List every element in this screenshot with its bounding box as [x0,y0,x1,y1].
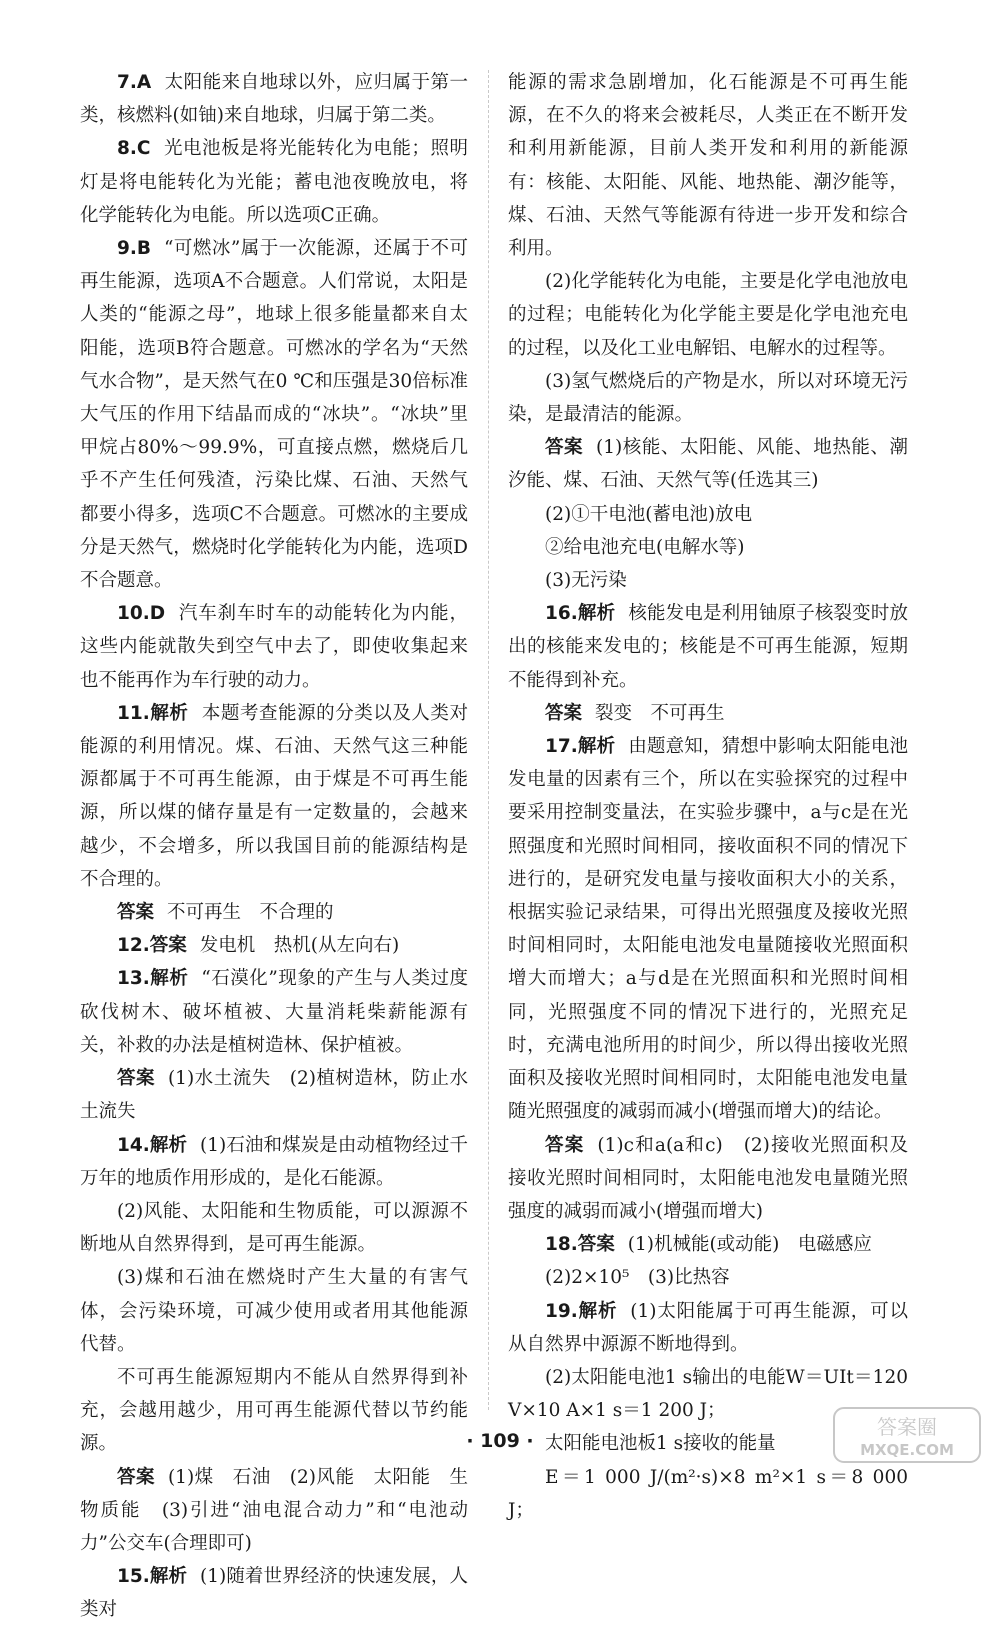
answer-line [80,896,468,929]
answer-key: 解析 [577,1300,618,1322]
paragraph-text: 汽车刹车时车的动能转化为内能，这些内能就散失到空气中去了，即使收集起来也不能再作为车行驶的动力。 [80,603,468,691]
question-item [508,1295,908,1361]
answer-label: 答案 [117,902,155,924]
continued-paragraph [508,66,908,265]
question-item [80,597,468,697]
answer-key: D [149,603,166,625]
answer-line [508,431,908,497]
question-item [80,232,468,597]
paragraph-text: (1)水土流失 (2)植树造林，防止水土流失 [80,1068,468,1123]
question-item [80,929,468,962]
question-number: 9. [117,238,137,260]
question-number: 10. [117,603,150,625]
answer-paragraph [80,1261,468,1361]
paragraph-text: (1)煤 石油 (2)风能 太阳能 生物质能 (3)引进“油电混合动力”和“电池动力”公交车(合理即可) [80,1466,468,1554]
paragraph-text: 本题考查能源的分类以及人类对能源的利用情况。煤、石油、天然气这三种能源都属于不可再生能源，由于煤是不可再生能源，所以煤的储存量是有一定数量的，会越来越少，不会增多，所以我国目前的能源结构是不合理的。 [80,702,468,890]
answer-key: B [136,238,152,260]
paragraph-text: (1)石油和煤炭是由动植物经过千万年的地质作用形成的，是化石能源。 [80,1134,468,1189]
answer-key: 解析 [577,736,616,758]
answer-paragraph [508,1461,908,1527]
answer-key: A [136,72,152,93]
page-number: · 109 · [466,1430,534,1452]
paragraph-text: E＝1 000 J/(m²·s)×8 m²×1 s＝8 000 J； [508,1466,908,1521]
answer-line [80,1461,468,1561]
question-item [508,597,908,697]
answer-paragraph [508,265,908,365]
paragraph-text: (3)煤和石油在燃烧时产生大量的有害气体，会污染环境，可减少使用或者用其他能源代替。 [80,1267,468,1355]
paragraph-text: 太阳能来自地球以外，应归属于第一类，核燃料(如铀)来自地球，归属于第二类。 [80,72,468,127]
paragraph-text: (2)化学能转化为电能，主要是化学电池放电的过程；电能转化为化学能主要是化学电池充电的过程，以及化工业电解铝、电解水的过程等。 [508,271,908,359]
question-item [80,66,468,132]
answer-line [508,1129,908,1229]
question-item [80,1560,468,1626]
paragraph-text: 发电机 热机(从左向右) [199,935,400,957]
answer-key: C [136,138,151,160]
answer-paragraph [80,1195,468,1261]
paragraph-text: (2)①干电池(蓄电池)放电 [545,503,753,525]
question-item [80,962,468,1062]
question-item [508,1228,908,1261]
answer-label: 答案 [545,702,583,724]
question-number: 18. [545,1234,578,1256]
paragraph-text: (3)氢气燃烧后的产物是水，所以对环境无污染，是最清洁的能源。 [508,370,908,426]
question-number: 14. [117,1134,150,1156]
answer-paragraph [508,564,908,597]
question-item [508,730,908,1128]
question-number: 12. [117,935,150,957]
watermark-logo [832,1404,982,1466]
answer-label: 答案 [545,437,584,459]
paragraph-text: 核能发电是利用铀原子核裂变时放出的核能来发电的；核能是不可再生能源，短期不能得到补充。 [508,603,908,691]
answer-key: 解析 [149,968,189,990]
paragraph-text: (1)太阳能属于可再生能源，可以从自然界中源源不断地得到。 [508,1300,908,1355]
question-number: 19. [545,1300,578,1322]
paragraph-text: (1)c和a(a和c) (2)接收光照面积及接收光照时间相同时，太阳能电池发电量随光照强度的减弱而减小(增强而增大) [508,1134,908,1222]
right-column [508,66,908,1527]
answer-label: 答案 [545,1134,585,1156]
paragraph-text: (1)核能、太阳能、风能、地热能、潮汐能、煤、石油、天然气等(任选其三) [508,437,908,492]
question-item [80,697,468,896]
left-column [80,66,468,1627]
paragraph-text: 太阳能电池板1 s接收的能量 [545,1433,776,1455]
paragraph-text: (2)太阳能电池1 s输出的电能W＝UIt＝120 V×10 A×1 s＝1 200 J； [508,1366,908,1422]
paragraph-text: (1)机械能(或动能) 电磁感应 [627,1234,872,1256]
answer-key: 解析 [149,1566,188,1588]
paragraph-text: 裂变 不可再生 [594,702,725,724]
question-number: 17. [545,736,578,758]
question-number: 13. [117,968,150,990]
paragraph-text: (3)无污染 [545,570,627,592]
answer-paragraph [508,365,908,431]
answer-key: 解析 [149,702,189,724]
paragraph-text: ②给电池充电(电解水等) [545,536,745,558]
answer-line [508,697,908,730]
question-number: 15. [117,1566,150,1588]
answer-paragraph [508,498,908,531]
question-number: 11. [117,702,150,724]
question-item [80,132,468,232]
answer-key: 解析 [577,603,616,625]
answer-paragraph [508,531,908,564]
answer-paragraph [508,1261,908,1294]
paragraph-text: “可燃冰”属于一次能源，还属于不可再生能源，选项A不合题意。人们常说，太阳是人类的“能源之母”，地球上很多能量都来自太阳能，选项B符合题意。可燃冰的学名为“天然气水合物”，是天然气在0 ℃和压强是30倍标准大气压的作用下结晶而成的“冰块”。“冰块”里甲烷占80%～99.9%，可直接点燃，燃烧后几乎不产生任何残渣，污染比煤、石油、天然气都要小得多，选项C不合题意。可燃冰的主要成分是天然气，燃烧时化学能转化为内能，选项D不合题意。 [80,238,468,592]
paragraph-text: 能源的需求急剧增加，化石能源是不可再生能源，在不久的将来会被耗尽，人类正在不断开发和利用新能源，目前人类开发和利用的新能源有：核能、太阳能、风能、地热能、潮汐能等，煤、石油、天然气等能源有待进一步开发和综合利用。 [508,72,908,260]
paragraph-text: 光电池板是将光能转化为电能；照明灯是将电能转化为光能；蓄电池夜晚放电，将化学能转化为电能。所以选项C正确。 [80,138,468,226]
question-number: 16. [545,603,578,625]
paragraph-text: 不可再生能源短期内不能从自然界得到补充，会越用越少，用可再生能源代替以节约能源。 [80,1366,468,1455]
svg-text:答案圈: 答案圈 [877,1415,937,1439]
question-number: 7. [117,72,137,93]
answer-key: 答案 [577,1234,615,1256]
question-number: 8. [117,138,137,160]
paragraph-text: (1)随着世界经济的快速发展，人类对 [80,1566,468,1621]
answer-label: 答案 [117,1466,156,1488]
paragraph-text: (2)风能、太阳能和生物质能，可以源源不断地从自然界得到，是可再生能源。 [80,1200,468,1256]
column-divider [488,70,489,1410]
answer-label: 答案 [117,1068,156,1090]
answer-key: 解析 [149,1134,188,1156]
paragraph-text: 由题意知，猜想中影响太阳能电池发电量的因素有三个，所以在实验探究的过程中要采用控制变量法，在实验步骤中，a与c是在光照强度和光照时间相同，接收面积不同的情况下进行的，是研究发电量与接收面积大小的关系，根据实验记录结果，可得出光照强度及接收光照时间相同时，太阳能电池发电量随接收光照面积增大而增大；a与d是在光照面积和光照时间相同，光照强度不同的情况下进行的，光照充足时，充满电池所用的时间少，所以得出接收光照面积及接收光照时间相同时，太阳能电池发电量随光照强度的减弱而减小(增强而增大)的结论。 [508,736,908,1123]
svg-text:MXQE.COM: MXQE.COM [860,1441,954,1459]
paragraph-text: (2)2×10⁵ (3)比热容 [545,1267,730,1289]
question-item [80,1129,468,1195]
paragraph-text: 不可再生 不合理的 [166,902,334,924]
paragraph-text: “石漠化”现象的产生与人类过度砍伐树木、破坏植被、大量消耗柴薪能源有关，补救的办法是植树造林、保护植被。 [80,968,468,1056]
answer-line [80,1062,468,1128]
answer-key: 答案 [149,935,187,957]
